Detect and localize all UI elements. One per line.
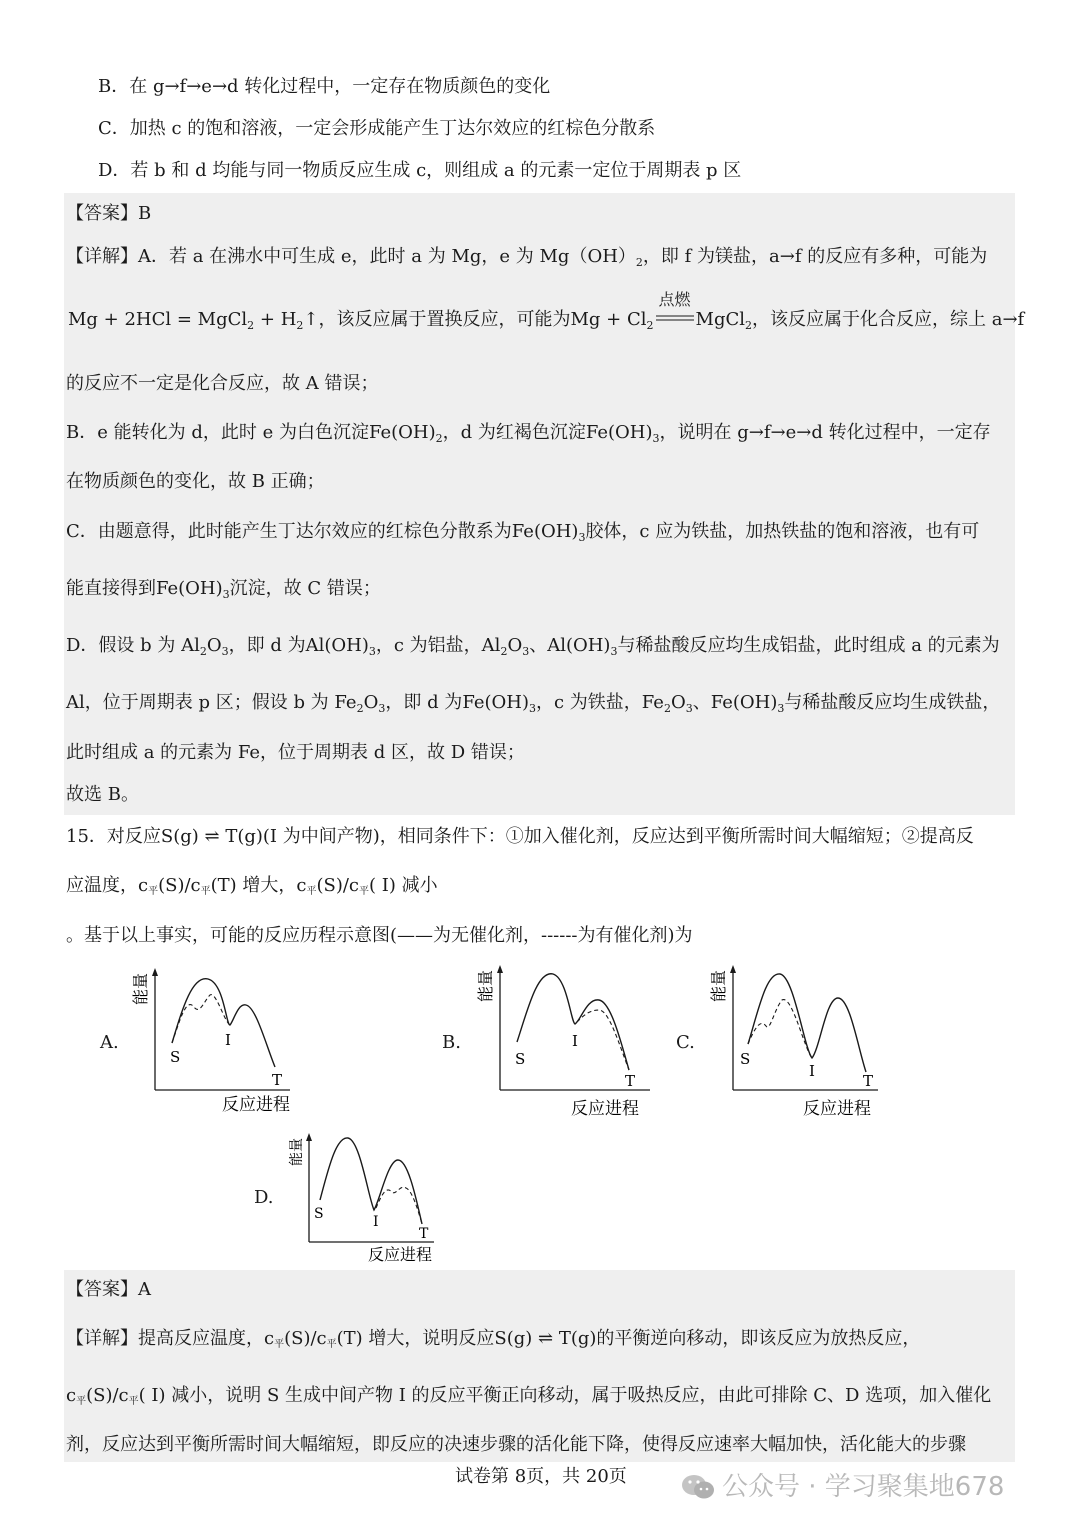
watermark [680,1466,1004,1503]
page-number: 试卷第 8页，共 20页 [455,1466,627,1487]
point-i: I [225,1031,231,1049]
y-axis-arrow [152,968,158,976]
explain-final: 故选 B。 [66,784,139,805]
point-t: T [419,1226,429,1242]
y-axis-label: 能量 [709,969,728,1002]
option-d-prev: D．若 b 和 d 均能与同一物质反应生成 c，则组成 a 的元素一定位于周期表 p 区 [98,160,742,181]
point-s: S [170,1048,181,1066]
x-axis-label: 反应进程 [368,1245,433,1264]
diagram-b [475,962,675,1122]
question-15-line1: 15．对反应S(g) ⇌ T(g)(I 为中间产物)，相同条件下：①加入催化剂，反应达到平衡所需时间大幅缩短；②提高反 [66,826,974,847]
explain-15-line1: 【详解】提高反应温度，$c_平(S)/c_平(T)$ 增大，说明反应S(g) ⇌ T(g)的平衡逆向移动，即该反应为放热反应， [66,1328,921,1350]
answer-14-block [64,193,1015,815]
y-axis-arrow [306,1133,312,1141]
reaction-condition: 点燃 [658,290,691,309]
point-s: S [314,1206,324,1222]
x-axis-label: 反应进程 [222,1095,290,1115]
point-t: T [625,1072,636,1090]
point-s: S [740,1050,751,1068]
diagram-a [130,965,310,1120]
question-15-line2: 应温度，$c_平(S)/c_平(T)$ 增大，$c_平(S)/c_平$( I) 减小 [66,875,438,897]
point-i: I [572,1032,578,1050]
y-axis-arrow [497,965,503,973]
explain-d-line2: Al，位于周期表 p 区；假设 b 为 $Fe_2O_3$，即 d 为$Fe(OH)_3$，c 为铁盐，$Fe_2O_3$、$Fe(OH)_3$与稀盐酸反应均生成铁盐， [66,692,1001,715]
explain-d-line1: D．假设 b 为 $Al_2O_3$，即 d 为$Al(OH)_3$，c 为铝盐，$Al_2O_3$、$Al(OH)_3$与稀盐酸反应均生成铝盐，此时组成 a 的元素为 [66,635,1000,658]
uncatalyzed-curve [517,974,629,1070]
y-axis-label: 能量 [289,1138,305,1166]
option-b-prev: B．在 g→f→e→d 转化过程中，一定存在物质颜色的变化 [98,76,551,97]
catalyzed-curve [172,995,230,1043]
option-b-label: B. [442,1032,461,1053]
uncatalyzed-curve [172,979,275,1067]
option-d-label: D. [254,1187,274,1208]
diagram-d [284,1128,454,1268]
explain-a-line1: 【详解】A．若 a 在沸水中可生成 e，此时 a 为 Mg，e 为 $Mg(OH)_2$，即 f 为镁盐，a→f 的反应有多种，可能为 [66,246,988,269]
explain-b-line2: 在物质颜色的变化，故 B 正确； [66,471,325,492]
option-c-prev: C．加热 c 的饱和溶液，一定会形成能产生丁达尔效应的红棕色分散系 [98,118,656,139]
watermark-text: 公众号 · 学习聚集地678 [722,1472,1005,1502]
y-axis-label: 能量 [131,972,150,1005]
option-c-label: C. [676,1032,695,1053]
diagram-c [708,962,898,1122]
question-15-line3: 。基于以上事实，可能的反应历程示意图(——为无催化剂，------为有催化剂)为 [66,925,693,946]
wechat-icon [680,1473,716,1501]
uncatalyzed-curve [320,1138,422,1224]
explain-15-line2: $c_平(S)/c_平$( I) 减小，说明 S 生成中间产物 I 的反应平衡正向移动，属于吸热反应，由此可排除 C、D 选项，加入催化 [66,1385,992,1407]
explain-a-line3: 的反应不一定是化合反应，故 A 错误； [66,373,379,394]
y-axis-arrow [730,965,736,973]
x-axis-label: 反应进程 [571,1099,639,1119]
answer-15: 【答案】A [66,1279,151,1300]
explain-c-line1: C．由题意得，此时能产生丁达尔效应的红棕色分散系为$Fe(OH)_3$胶体，c 应为铁盐，加热铁盐的饱和溶液，也有可 [66,521,980,544]
y-axis-label: 能量 [476,969,495,1002]
answer-14: 【答案】B [66,203,152,224]
point-t: T [272,1071,283,1089]
point-t: T [863,1072,874,1090]
explain-a-line2: Mg + 2HCl = MgCl$_2$ + $H_2↑$，该反应属于置换反应，可能为$Mg + Cl_2$ 点燃 MgCl$_2$，该反应属于化合反应，综上 a→f [68,290,1025,332]
explain-b-line1: B．e 能转化为 d，此时 e 为白色沉淀$Fe(OH)_2$，d 为红褐色沉淀$Fe(OH)_3$，说明在 g→f→e→d 转化过程中，一定存 [66,422,991,445]
uncatalyzed-curve [748,974,866,1072]
explain-c-line2: 能直接得到$Fe(OH)_3$沉淀，故 C 错误； [66,578,381,601]
point-s: S [515,1050,526,1068]
point-i: I [809,1062,815,1080]
point-i: I [373,1214,379,1230]
catalyzed-curve [577,1010,629,1070]
option-a-label: A. [100,1032,119,1053]
explain-15-line3: 剂，反应达到平衡所需时间大幅缩短，即反应的决速步骤的活化能下降，使得反应速率大幅加快，活化能大的步骤 [66,1434,966,1455]
x-axis-label: 反应进程 [803,1099,871,1119]
explain-d-line3: 此时组成 a 的元素为 Fe，位于周期表 d 区，故 D 错误； [66,742,525,763]
